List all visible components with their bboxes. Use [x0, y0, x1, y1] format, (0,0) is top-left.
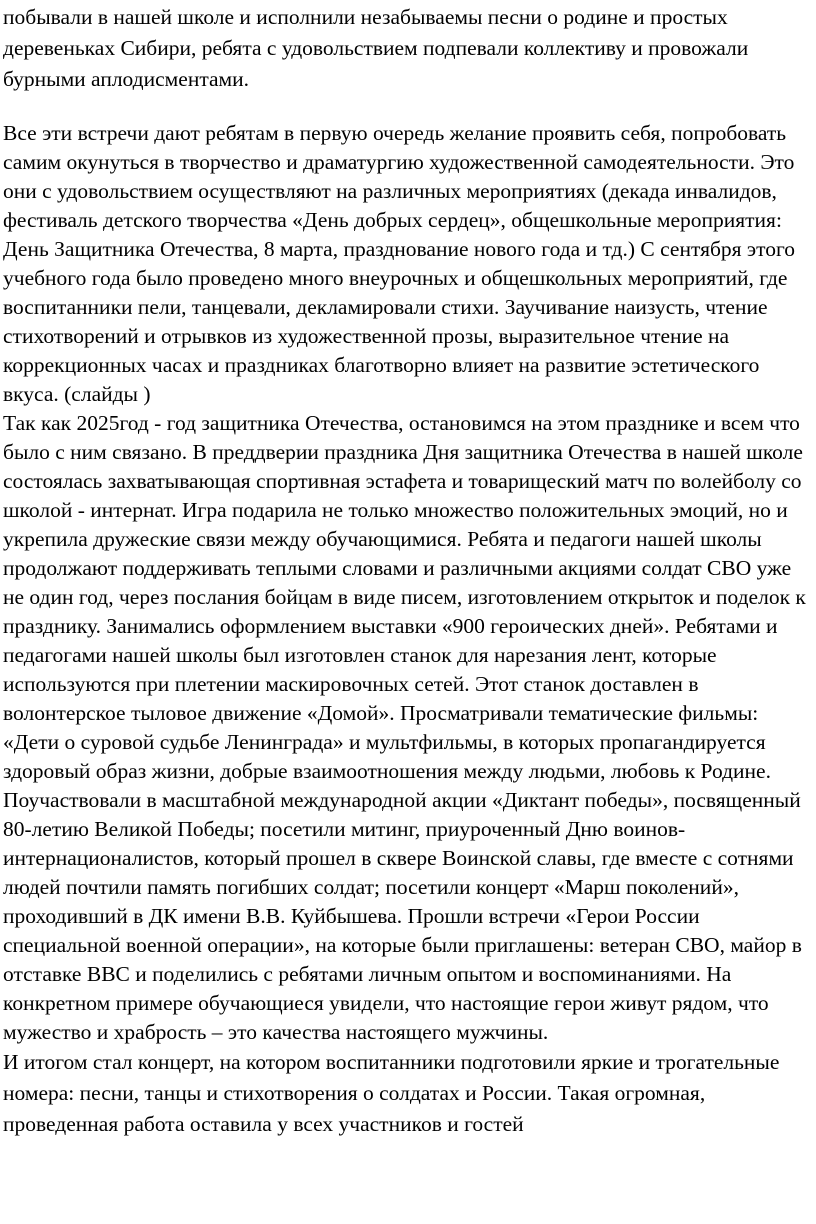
paragraph-meetings-effect: Все эти встречи дают ребятам в первую очередь желание проявить себя, попробовать самим окунуться в творчество и драматургию художественной самодеятельности. Это они с удовольствием осуществляют на различных мероприятиях (декада инвалидов, фестиваль детского творчества «День добрых сердец», общешкольные мероприятия: День Защитника Отечества, 8 марта, празднование нового года и тд.) С сентября этого учебного года было проведено много внеурочных и общешкольных мероприятий, где воспитанники пели, танцевали, декламировали стихи. Заучивание наизусть, чтение стихотворений и отрывков из художественной прозы, выразительное чтение на коррекционных часах и праздниках благотворно влияет на развитие эстетического вкуса. (слайды ) — [3, 121, 796, 406]
paragraph-defender-year: Так как 2025год - год защитника Отечества, остановимся на этом празднике и всем что было с ним связано. В преддверии праздника Дня защитника Отечества в нашей школе состоялась захватывающая спортивная эстафета и товарищеский матч по волейболу со школой - интернат. Игра подарила не только множество положительных эмоций, но и укрепила дружеские связи между обучающимися. Ребята и педагоги нашей школы продолжают поддерживать теплыми словами и различными акциями солдат СВО уже не один год, через послания бойцам в виде писем, изготовлением открыток и поделок к празднику. Занимались оформлением выставки «900 героических дней». Ребятами и педагогами нашей школы был изготовлен станок для нарезания лент, которые используются при плетении маскировочных сетей. Этот станок доставлен в волонтерское тыловое движение «Домой». Просматривали тематические фильмы: «Дети о суровой судьбе Ленинграда» и мультфильмы, в которых пропагандируется здоровый образ жизни, добрые взаимоотношения между людьми, любовь к Родине. Поучаствовали в масштабной международной акции «Диктант победы», посвященный 80-летию Великой Победы; посетили митинг, приуроченный Дню воинов-интернационалистов, который прошел в сквере Воинской славы, где вместе с сотнями людей почтили память погибших солдат; посетили концерт «Марш поколений», проходивший в ДК имени В.В. Куйбышева. Прошли встречи «Герои России специальной военной операции», на которые были приглашены: ветеран СВО, майор в отставке ВВС и поделились с ребятами личным опытом и воспоминаниями. На конкретном примере обучающиеся увидели, что настоящие герои живут рядом, что мужество и храбрость – это качества настоящего мужчины. — [3, 411, 806, 1044]
paragraph-concert-visit: побывали в нашей школе и исполнили незабываемы песни о родине и простых деревеньках Сибири, ребята с удовольствием подпевали коллективу и провожали бурными аплодисментами. — [3, 5, 749, 91]
paragraph-final-concert: И итогом стал концерт, на котором воспитанники подготовили яркие и трогательные номера: песни, танцы и стихотворения о солдатах и России. Такая огромная, проведенная работа оставила у всех участников и гостей — [3, 1050, 780, 1136]
